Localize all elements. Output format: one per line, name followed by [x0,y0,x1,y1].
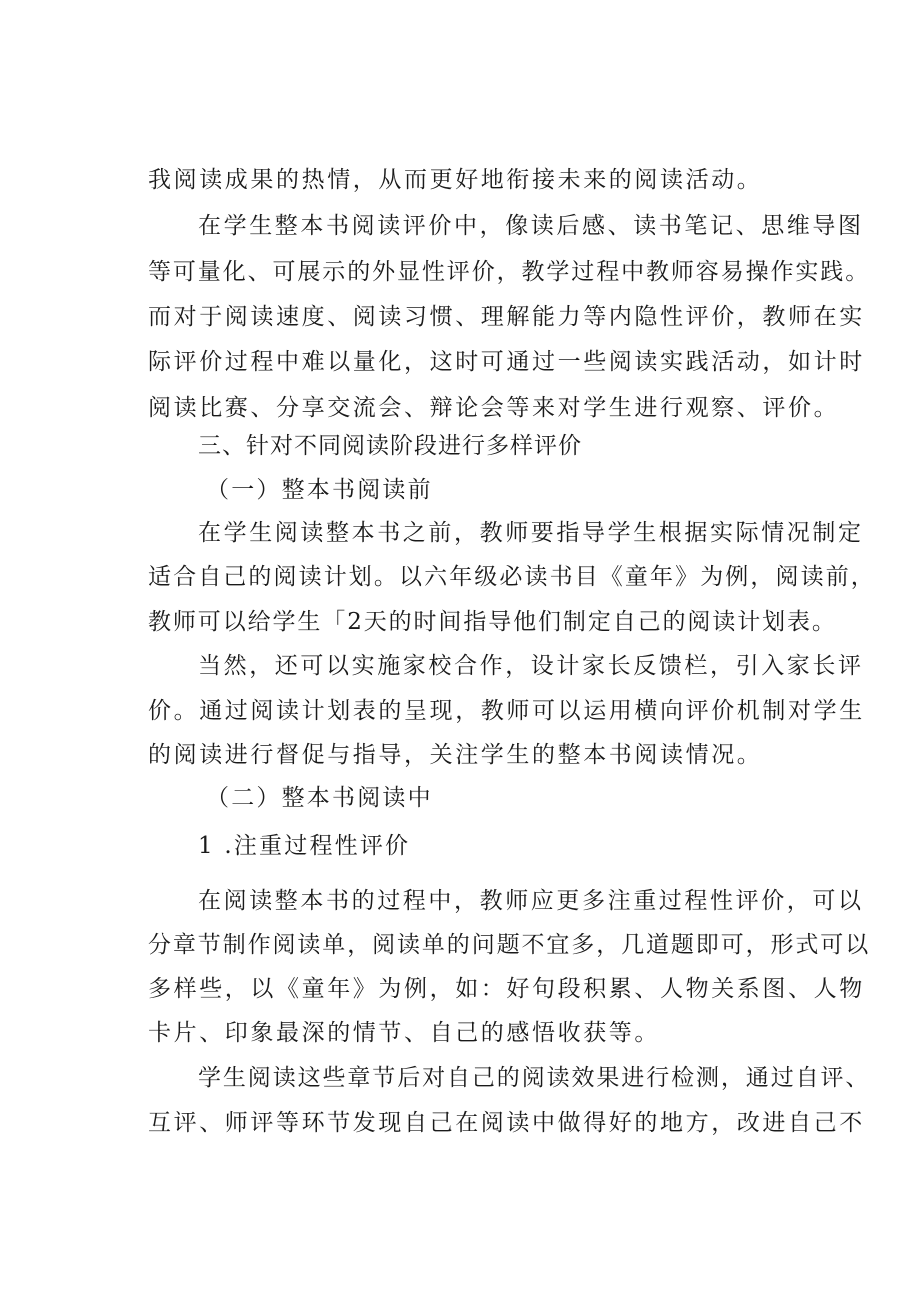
paragraph-line: 等可量化、可展示的外显性评价，教学过程中教师容易操作实践。 [148,259,871,285]
paragraph-line: 阅读比赛、分享交流会、辩论会等来对学生进行观察、评价。 [148,395,840,421]
paragraph-line: 适合自己的阅读计划。以六年级必读书目《童年》为例，阅读前， [148,564,876,590]
paragraph-line: 在学生整本书阅读评价中，像读后感、读书笔记、思维导图 [198,213,864,239]
paragraph-line: 多样些，以《童年》为例，如：好句段积累、人物关系图、人物 [148,976,865,1002]
section-heading: 三、针对不同阅读阶段进行多样评价 [198,433,582,459]
paragraph-line: 在学生阅读整本书之前，教师要指导学生根据实际情况制定 [198,520,864,546]
paragraph-line: 我阅读成果的热情，从而更好地衔接未来的阅读活动。 [148,167,763,193]
paragraph-line: 卡片、印象最深的情节、自己的感悟收获等。 [148,1020,660,1046]
paragraph-line: 的阅读进行督促与指导，关注学生的整本书阅读情况。 [148,742,763,768]
subsection-heading: （一）整本书阅读前 [206,477,433,503]
paragraph-line: 教师可以给学生「2天的时间指导他们制定自己的阅读计划表。 [148,609,837,635]
paragraph-line: 价。通过阅读计划表的呈现，教师可以运用横向评价机制对学生 [148,698,865,724]
item-heading: 1 .注重过程性评价 [198,833,411,859]
paragraph-line: 在阅读整本书的过程中，教师应更多注重过程性评价，可以 [198,888,864,914]
paragraph-line: 际评价过程中难以量化，这时可通过一些阅读实践活动，如计时 [148,349,865,375]
paragraph-line: 互评、师评等环节发现自己在阅读中做得好的地方，改进自己不 [148,1110,865,1136]
paragraph-line: 当然，还可以实施家校合作，设计家长反馈栏，引入家长评 [198,653,864,679]
paragraph-line: 学生阅读这些章节后对自己的阅读效果进行检测，通过自评、 [198,1065,871,1091]
subsection-heading: （二）整本书阅读中 [206,785,433,811]
paragraph-line: 而对于阅读速度、阅读习惯、理解能力等内隐性评价，教师在实 [148,304,865,330]
paragraph-line: 分章节制作阅读单，阅读单的问题不宜多，几道题即可，形式可以 [148,932,871,958]
